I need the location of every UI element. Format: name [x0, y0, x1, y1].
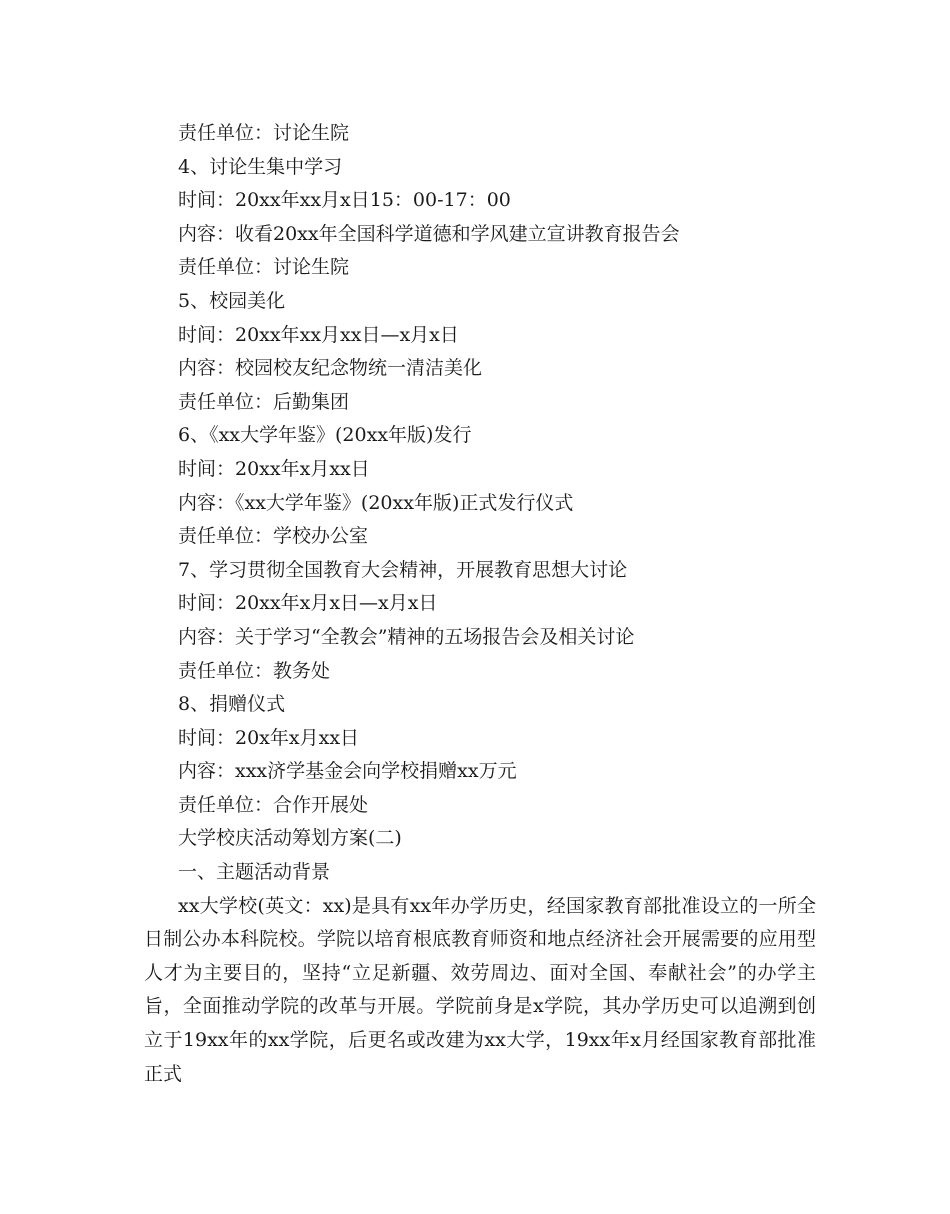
text-line-responsible-4: 责任单位：讨论生院 [178, 256, 350, 279]
text-line-time-4: 时间：20xx年xx月x日15：00-17：00 [178, 189, 511, 212]
text-line-time-5: 时间：20xx年xx月xx日—x月x日 [178, 323, 459, 346]
text-line-time-6: 时间：20xx年x月xx日 [178, 457, 370, 480]
text-line-time-7: 时间：20xx年x月x日—x月x日 [178, 592, 438, 615]
text-line-content-7: 内容：关于学习“全教会”精神的五场报告会及相关讨论 [178, 625, 635, 648]
text-line-responsible-7: 责任单位：教务处 [178, 659, 331, 682]
text-line-content-4: 内容：收看20xx年全国科学道德和学风建立宣讲教育报告会 [178, 222, 680, 245]
text-line-responsible-8: 责任单位：合作开展处 [178, 793, 369, 816]
item-heading-8: 8、捐赠仪式 [178, 693, 286, 716]
item-heading-4: 4、讨论生集中学习 [178, 155, 343, 178]
text-line-content-6: 内容：《xx大学年鉴》(20xx年版)正式发行仪式 [178, 491, 574, 514]
section-title: 大学校庆活动筹划方案(二) [178, 827, 402, 850]
text-line-content-8: 内容：xxx济学基金会向学校捐赠xx万元 [178, 760, 517, 783]
section-heading-background: 一、主题活动背景 [178, 861, 331, 884]
background-paragraph: xx大学校(英文：xx)是具有xx年办学历史，经国家教育部批准设立的一所全日制公办本科院校。学院以培育根底教育师资和地点经济社会开展需要的应用型人才为主要目的，坚持“立足新疆、效劳周边、面对全国、奉献社会”的办学主旨，全面推动学院的改革与开展。学院前身是x学院，其办学历史可以追溯到创立于19xx年的xx学院，后更名或改建为xx大学，19xx年x月经国家教育部批准正式 [144, 894, 816, 1085]
text-line-responsible-6: 责任单位：学校办公室 [178, 525, 369, 548]
item-heading-7: 7、学习贯彻全国教育大会精神，开展教育思想大讨论 [178, 558, 628, 581]
item-heading-6: 6、《xx大学年鉴》(20xx年版)发行 [178, 424, 472, 447]
text-line-time-8: 时间：20x年x月xx日 [178, 726, 360, 749]
text-line-responsible-1: 责任单位：讨论生院 [178, 122, 350, 144]
item-heading-5: 5、校园美化 [178, 289, 286, 312]
text-line-responsible-5: 责任单位：后勤集团 [178, 390, 350, 413]
document-body [144, 117, 816, 1091]
text-line-content-5: 内容：校园校友纪念物统一清洁美化 [178, 357, 483, 380]
